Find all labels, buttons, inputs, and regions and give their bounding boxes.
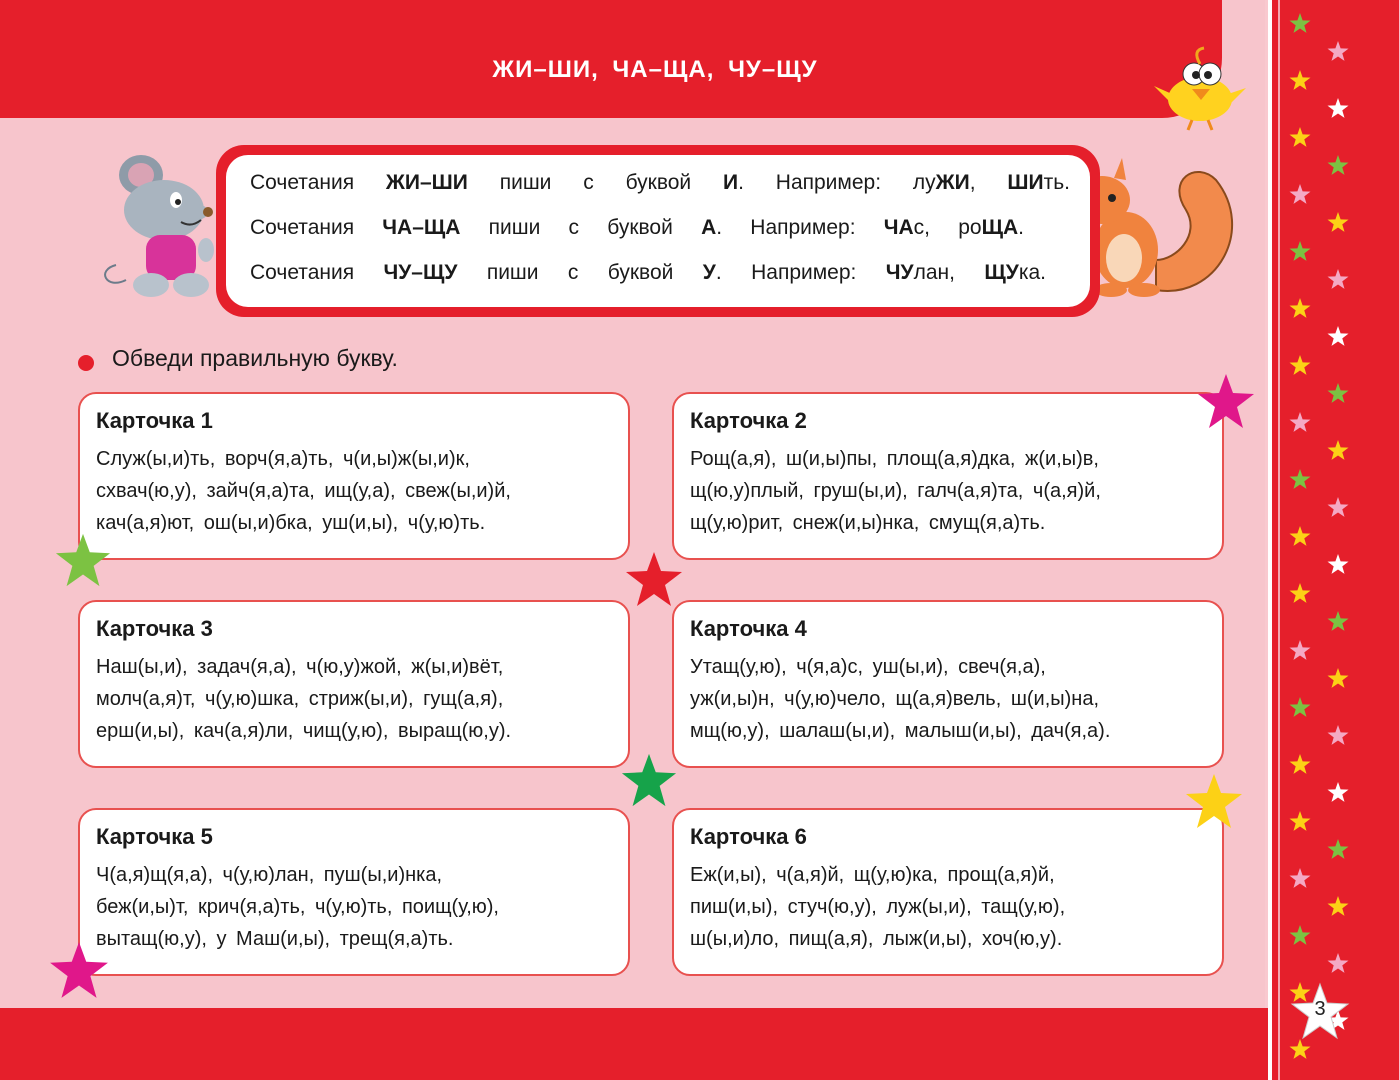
strip-star-icon [1328,41,1349,61]
card-title: Карточка 2 [690,408,807,433]
card-6 [672,808,1224,976]
strip-star-icon [1290,70,1311,90]
card-line: схвач(ю,у), зайч(я,а)та, ищ(у,а), свеж(ы,и)й, [96,480,511,502]
strip-star-icon [1290,412,1311,432]
task-bullet [78,355,94,371]
strip-star-icon [1328,611,1349,631]
strip-star-icon [1328,497,1349,517]
magenta-star-icon [1196,372,1256,432]
chick-illustration [1152,44,1248,134]
card-line: Служ(ы,и)ть, ворч(я,а)ть, ч(и,ы)ж(ы,и)к, [96,448,470,470]
card-line: ш(ы,и)ло, пищ(а,я), лыж(и,ы), хоч(ю,у). [690,928,1063,950]
strip-star-icon [1290,754,1311,774]
green-star-icon [620,752,678,810]
strip-star-icon [1290,868,1311,888]
yellow-star-icon [1184,772,1244,832]
strip-star-icon [1290,184,1311,204]
strip-star-icon [1290,811,1311,831]
strip-star-icon [1290,13,1311,33]
strip-star-icon [1290,526,1311,546]
magenta-star-icon [48,940,110,1002]
card-2 [672,392,1224,560]
card-line: щ(ю,у)плый, груш(ы,и), галч(а,я)та, ч(а,я)й, [690,480,1101,502]
strip-star-icon [1328,839,1349,859]
strip-star-icon [1290,298,1311,318]
card-line: ерш(и,ы), кач(а,я)ли, чищ(у,ю), выращ(ю,у). [96,720,512,742]
card-line: кач(а,я)ют, ош(ы,и)бка, уш(и,ы), ч(у,ю)ть. [96,512,486,534]
strip-star-icon [1290,583,1311,603]
strip-star-icon [1328,668,1349,688]
strip-star-icon [1328,155,1349,175]
strip-star-icon [1290,925,1311,945]
strip-star-icon [1290,127,1311,147]
strip-star-icon [1328,212,1349,232]
mouse-illustration [96,150,226,300]
card-5 [78,808,630,976]
card-title: Карточка 4 [690,616,807,641]
strip-star-icon [1328,269,1349,289]
red-star-icon [624,550,684,610]
card-line: щ(у,ю)рит, снеж(и,ы)нка, смущ(я,а)ть. [690,512,1046,534]
strip-star-icon [1290,355,1311,375]
card-line: мщ(ю,у), шалаш(ы,и), малыш(и,ы), дач(я,а). [690,720,1111,742]
card-line: пиш(и,ы), стуч(ю,у), луж(ы,и), тащ(у,ю), [690,896,1066,918]
rule-line-chu-shchu: Сочетания ЧУ–ЩУ пиши с буквой У. Например: ЧУлан, ЩУка. [250,261,1046,284]
card-line: уж(и,ы)н, ч(у,ю)чело, щ(а,я)вель, ш(и,ы)на, [690,688,1100,710]
card-title: Карточка 1 [96,408,213,433]
task-instruction: Обведи правильную букву. [112,345,398,371]
card-title: Карточка 6 [690,824,807,849]
strip-star-icon [1328,953,1349,973]
card-3 [78,600,630,768]
strip-star-icon [1328,554,1349,574]
strip-star-icon [1328,725,1349,745]
card-line: Утащ(у,ю), ч(я,а)с, уш(ы,и), свеч(я,а), [690,656,1046,678]
strip-star-icon [1290,469,1311,489]
card-4 [672,600,1224,768]
strip-star-icon [1328,782,1349,802]
card-line: Ч(а,я)щ(я,а), ч(у,ю)лан, пуш(ы,и)нка, [96,864,443,886]
card-title: Карточка 3 [96,616,213,641]
strip-star-icon [1328,98,1349,118]
strip-star-icon [1290,640,1311,660]
card-line: молч(а,я)т, ч(у,ю)шка, стриж(ы,и), гущ(а,я), [96,688,504,710]
green-star-icon [54,532,112,590]
card-line: вытащ(ю,у), у Маш(и,ы), трещ(я,а)ть. [96,928,454,950]
page-title: ЖИ–ШИ, ЧА–ЩА, ЧУ–ЩУ [492,56,818,83]
rule-line-zhi-shi: Сочетания ЖИ–ШИ пиши с буквой И. Например: луЖИ, ШИть. [250,171,1071,194]
strip-star-icon [1328,896,1349,916]
card-title: Карточка 5 [96,824,213,849]
strip-star-icon [1328,440,1349,460]
page-number-badge [1290,982,1350,1042]
card-line: беж(и,ы)т, крич(я,а)ть, ч(у,ю)ть, поищ(у,ю), [96,896,499,918]
rule-content [226,155,1090,307]
card-line: Еж(и,ы), ч(а,я)й, щ(у,ю)ка, прощ(а,я)й, [690,864,1055,886]
rule-line-cha-shcha: Сочетания ЧА–ЩА пиши с буквой А. Например: ЧАс, роЩА. [250,216,1024,239]
card-line: Рощ(а,я), ш(и,ы)пы, площ(а,я)дка, ж(и,ы)в, [690,448,1099,470]
card-line: Наш(ы,и), задач(я,а), ч(ю,у)жой, ж(ы,и)вёт, [96,656,504,678]
side-stars [1268,0,1399,1080]
rule-box [216,145,1100,317]
strip-star-icon [1290,241,1311,261]
page-number: 3 [1314,998,1326,1020]
strip-star-icon [1290,697,1311,717]
strip-star-icon [1328,326,1349,346]
footer-band [0,1008,1290,1080]
strip-star-icon [1328,383,1349,403]
card-1 [78,392,630,560]
